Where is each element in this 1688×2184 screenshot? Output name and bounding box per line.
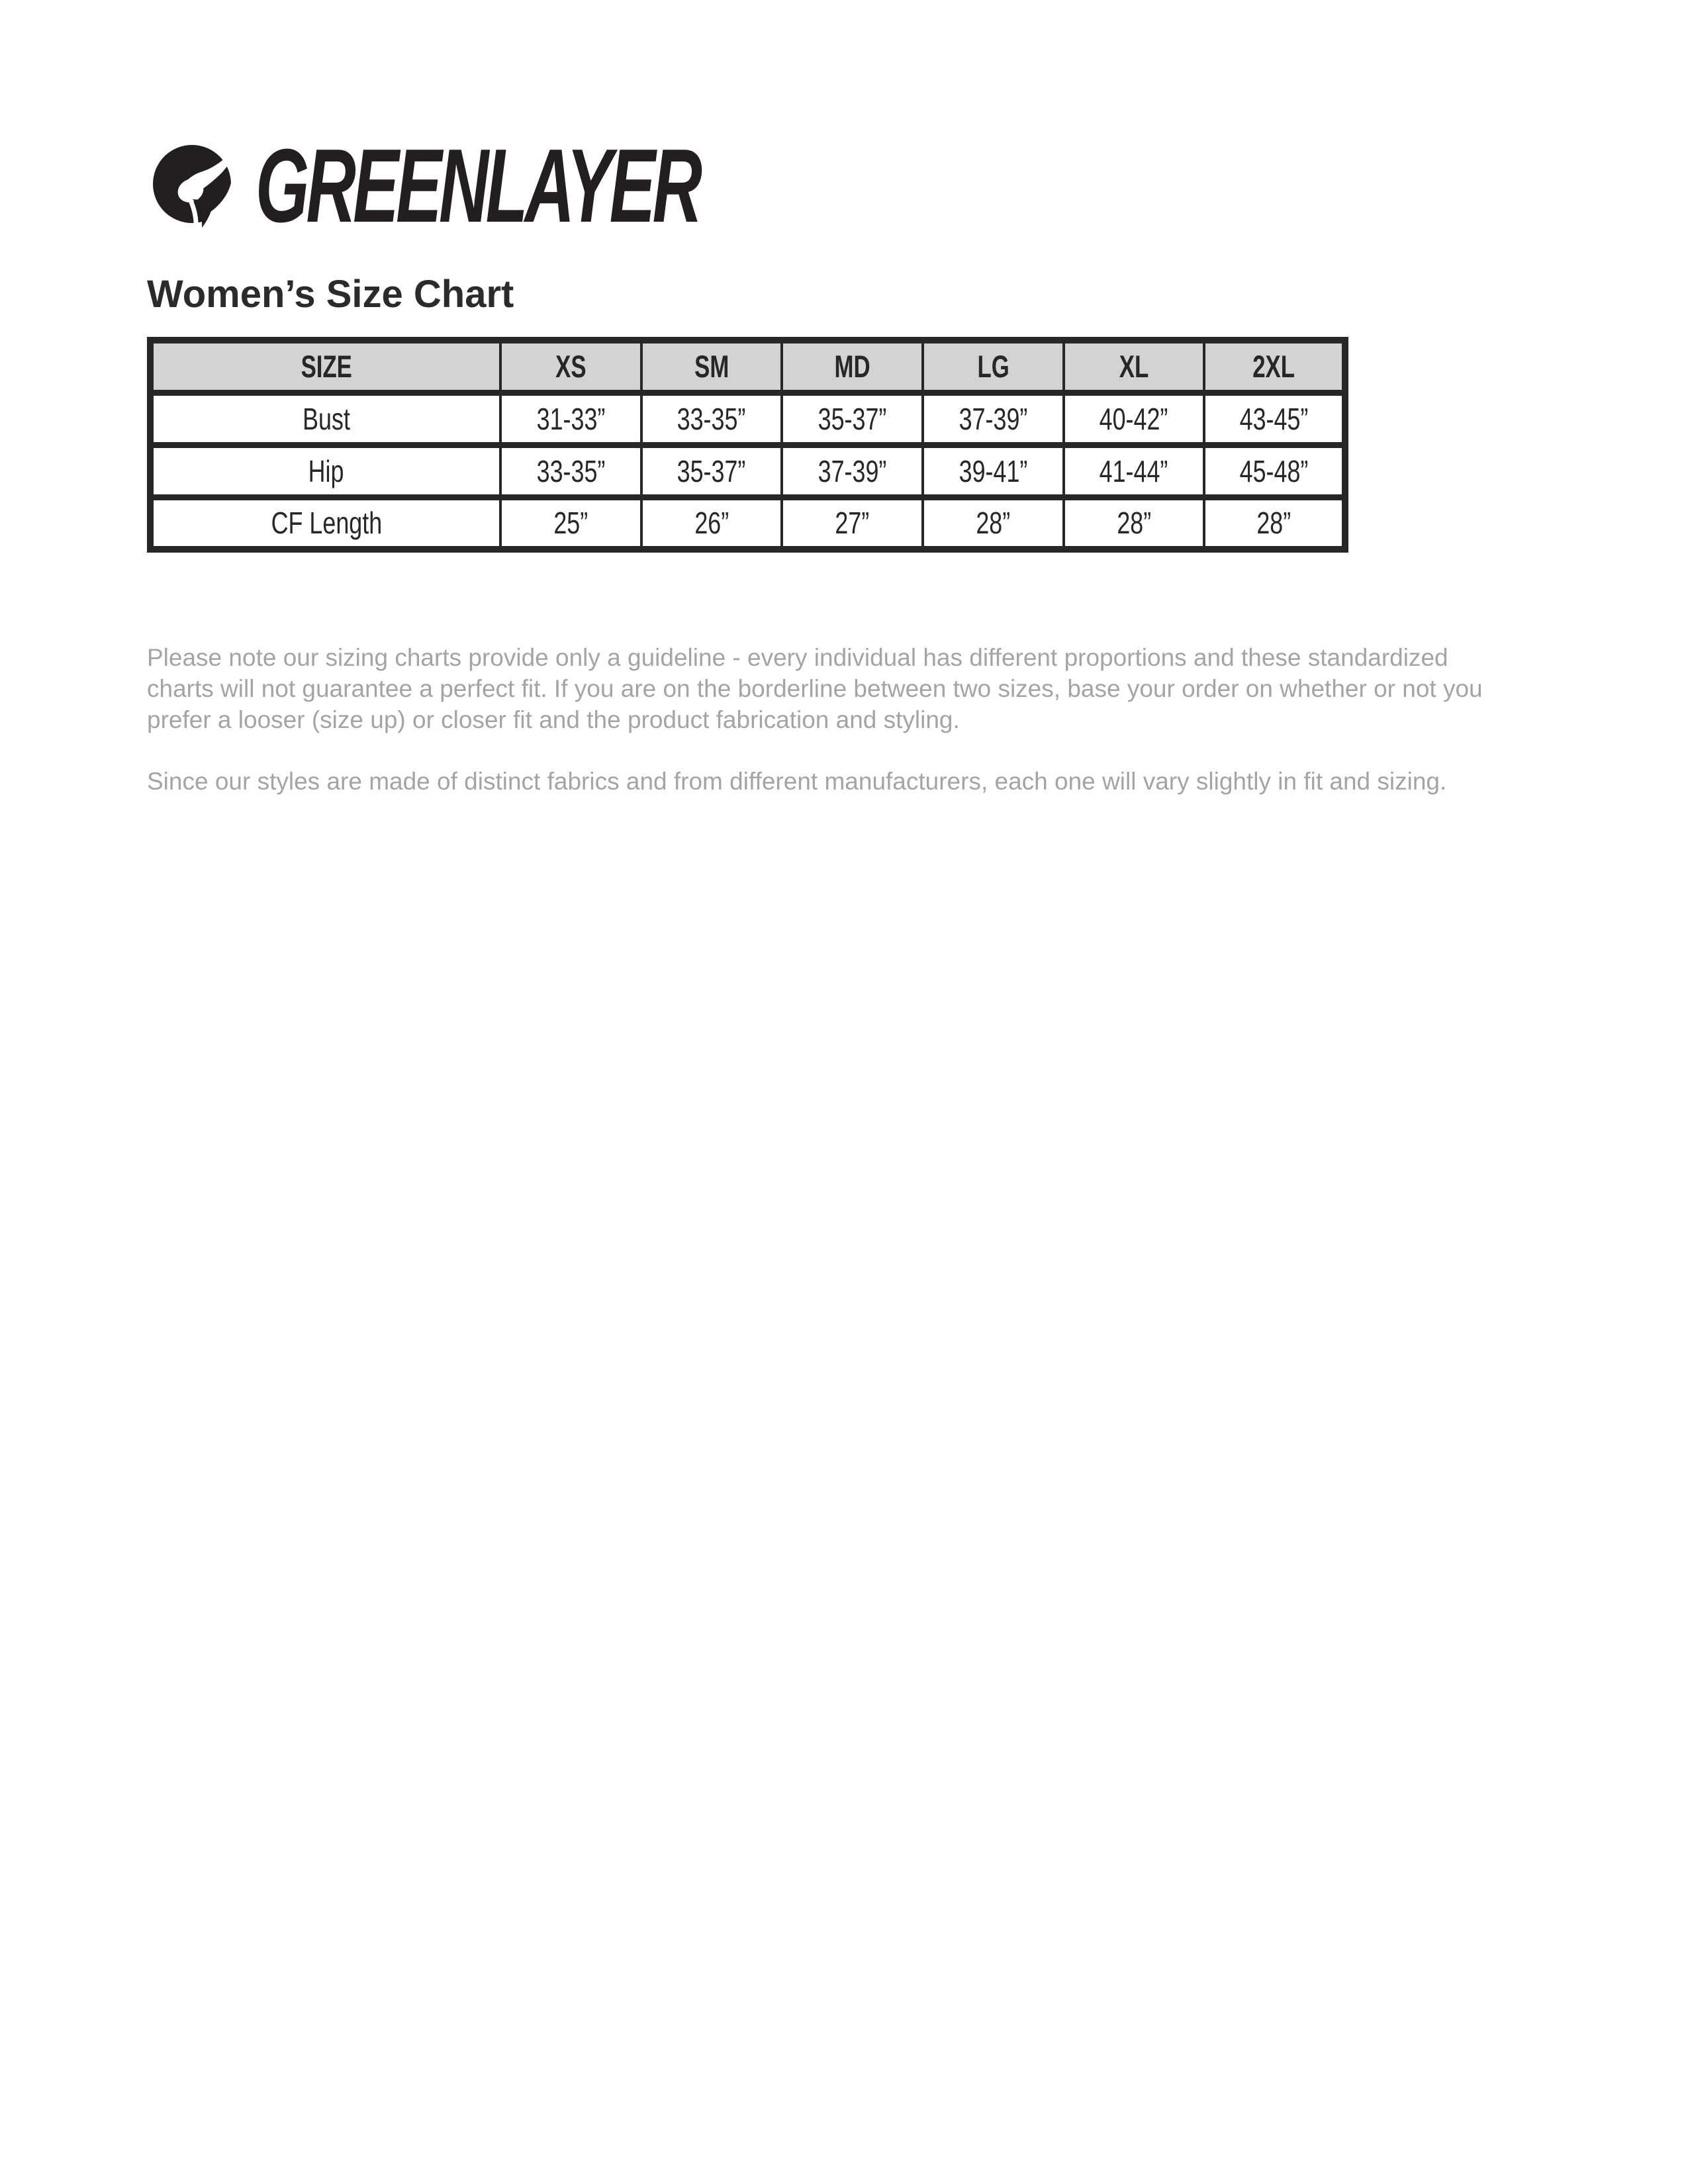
size-value-cell [1064, 445, 1205, 497]
column-header-md [782, 340, 923, 392]
size-value: 26” [694, 506, 729, 541]
column-header-xs [500, 340, 641, 392]
size-value: 33-35” [536, 453, 606, 488]
size-value: 43-45” [1239, 401, 1308, 436]
size-value-cell [1204, 445, 1345, 497]
size-value: 27” [835, 506, 870, 541]
row-label: Hip [308, 453, 344, 488]
size-value: 37-39” [818, 453, 887, 488]
size-value: 35-37” [677, 453, 746, 488]
size-value-cell [641, 392, 782, 445]
column-header-label: 2XL [1252, 349, 1295, 385]
size-value-cell [641, 497, 782, 549]
table-header-row [150, 340, 1345, 392]
column-header-2xl [1204, 340, 1345, 392]
column-header-label: LG [977, 349, 1009, 385]
size-value: 37-39” [959, 401, 1028, 436]
column-header-lg [923, 340, 1064, 392]
size-value: 31-33” [536, 401, 606, 436]
column-header-size [150, 340, 500, 392]
size-value-cell [923, 445, 1064, 497]
size-value: 28” [1117, 506, 1151, 541]
brand-logo [147, 128, 928, 244]
size-value: 45-48” [1239, 453, 1308, 488]
table-row-bust [150, 392, 1345, 445]
column-header-label: MD [834, 349, 870, 385]
column-header-label: SIZE [301, 349, 352, 385]
size-value: 40-42” [1100, 401, 1168, 436]
row-label-cell [150, 392, 500, 445]
table-row-hip [150, 445, 1345, 497]
size-value: 33-35” [677, 401, 746, 436]
sizing-notes [147, 642, 1497, 797]
sizing-guideline-note: Please note our sizing charts provide only a guideline - every individual has different proportions and these standardized charts will not guarantee a perfect fit. If you are on the borderline between two sizes, base your order on whether or not you prefer a looser (size up) or closer fit and the product fabrication and styling. [147, 644, 1483, 733]
size-value: 41-44” [1100, 453, 1168, 488]
size-value-cell [500, 392, 641, 445]
size-value-cell [1204, 497, 1345, 549]
size-chart-table [147, 337, 1348, 553]
brand-wordmark: GREENLAYER [256, 128, 700, 244]
size-value-cell [1064, 497, 1205, 549]
size-value: 39-41” [959, 453, 1028, 488]
greenlayer-g-icon [147, 130, 246, 229]
size-value: 35-37” [818, 401, 887, 436]
size-value-cell [782, 392, 923, 445]
size-value-cell [641, 445, 782, 497]
row-label: Bust [303, 401, 350, 436]
row-label: CF Length [271, 506, 382, 541]
size-value-cell [1204, 392, 1345, 445]
fabric-variance-note: Since our styles are made of distinct fabrics and from different manufacturers, each one will vary slightly in fit and sizing. [147, 768, 1447, 795]
size-value: 28” [976, 506, 1011, 541]
size-value-cell [500, 445, 641, 497]
column-header-label: XS [555, 349, 586, 385]
column-header-label: XL [1119, 349, 1149, 385]
column-header-label: SM [694, 349, 729, 385]
size-value-cell [500, 497, 641, 549]
size-value-cell [923, 392, 1064, 445]
table-row-cf-length [150, 497, 1345, 549]
size-value: 25” [553, 506, 588, 541]
size-value-cell [782, 497, 923, 549]
row-label-cell [150, 497, 500, 549]
column-header-xl [1064, 340, 1205, 392]
page-title: Women’s Size Chart [147, 273, 514, 316]
column-header-sm [641, 340, 782, 392]
size-value-cell [1064, 392, 1205, 445]
size-value: 28” [1256, 506, 1291, 541]
size-value-cell [782, 445, 923, 497]
row-label-cell [150, 445, 500, 497]
size-value-cell [923, 497, 1064, 549]
